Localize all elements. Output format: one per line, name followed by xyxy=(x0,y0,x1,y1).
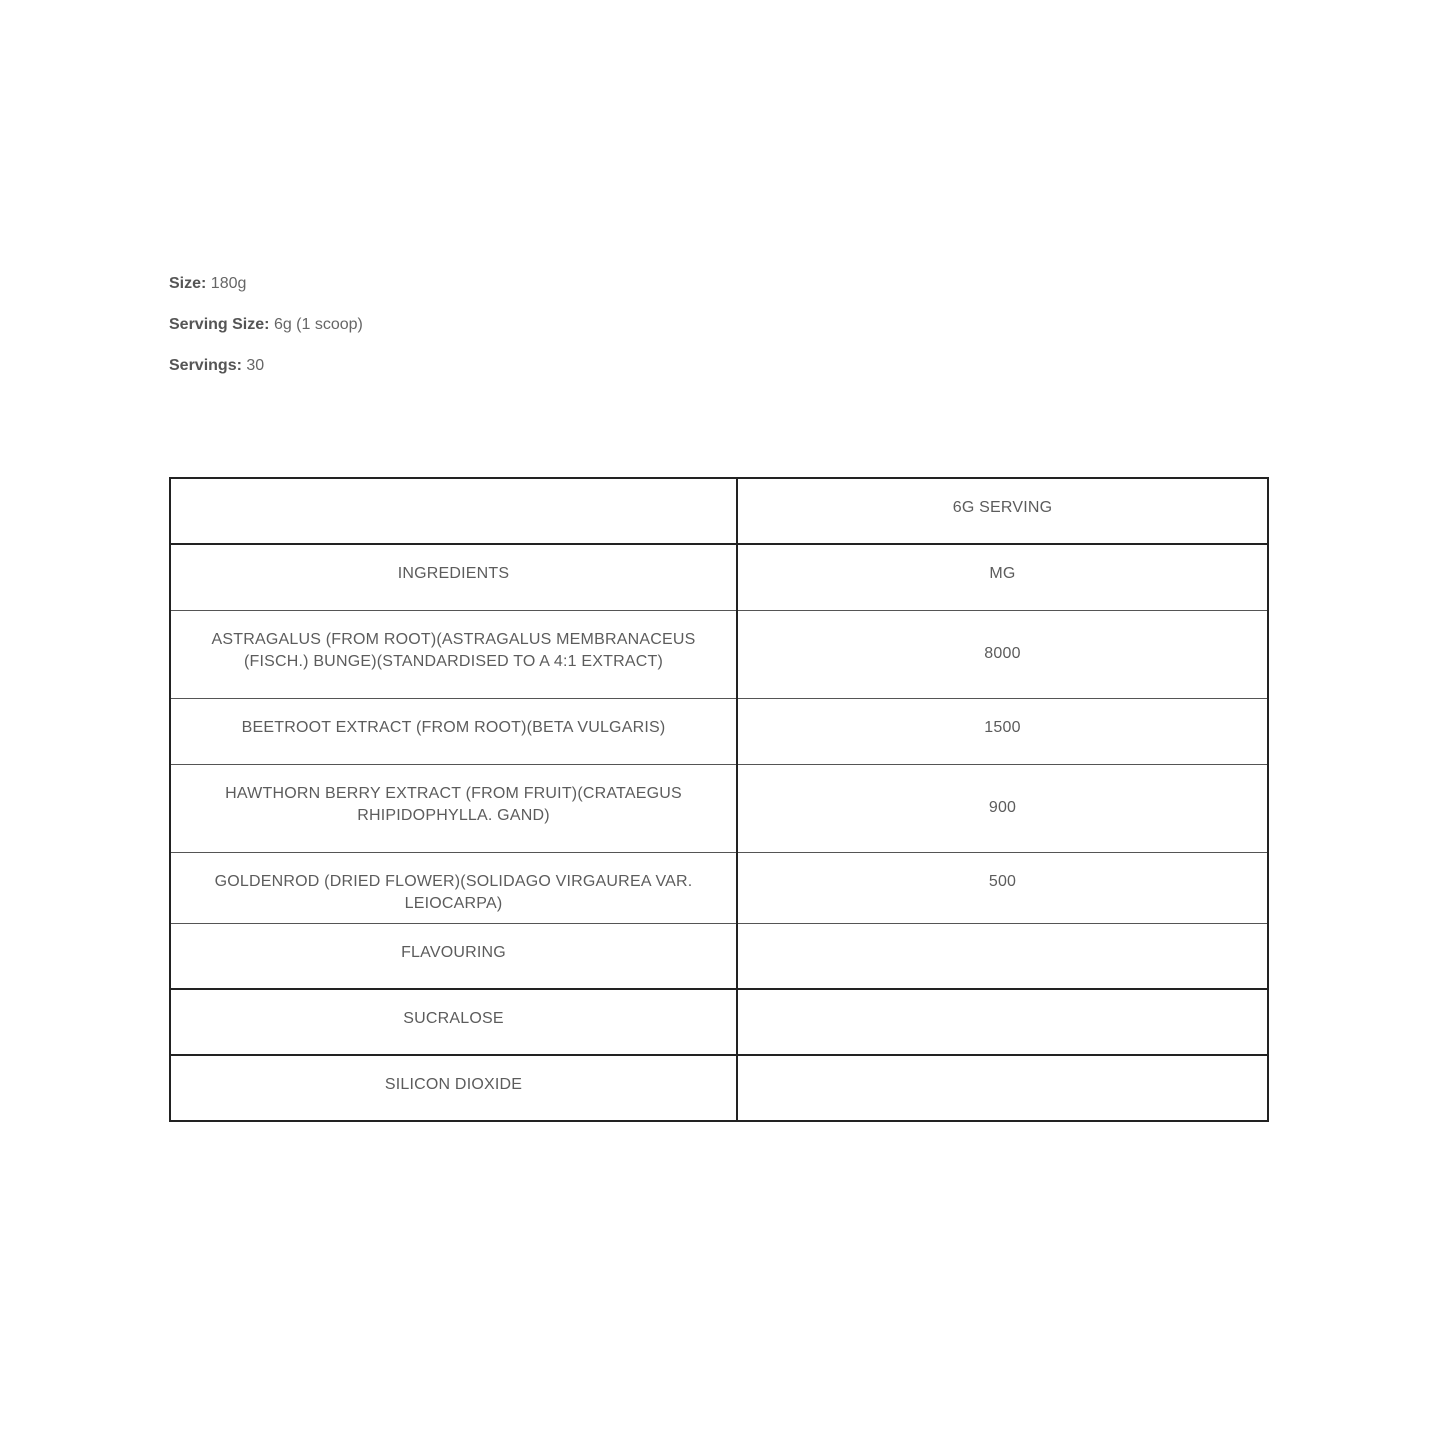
table-row xyxy=(170,989,1268,1055)
serving-size-value: 6g (1 scoop) xyxy=(273,316,363,333)
ingredient-name-cell: ASTRAGALUS (FROM ROOT)(ASTRAGALUS MEMBRANACEUS (FISCH.) BUNGE)(STANDARDISED TO A 4:1 EXTRACT) xyxy=(170,610,737,698)
ingredients-header-cell: INGREDIENTS xyxy=(170,544,737,610)
mg-header-cell: MG xyxy=(737,544,1268,610)
servings-label: Servings: xyxy=(169,357,242,374)
table-row xyxy=(170,852,1268,923)
ingredient-amount-cell: 500 xyxy=(737,852,1268,923)
table-row xyxy=(170,764,1268,852)
ingredient-name-cell: SILICON DIOXIDE xyxy=(170,1055,737,1121)
ingredient-name-cell: BEETROOT EXTRACT (FROM ROOT)(BETA VULGARIS) xyxy=(170,698,737,764)
size-value: 180g xyxy=(210,275,247,292)
table-subheader-row xyxy=(170,544,1268,610)
table-row xyxy=(170,1055,1268,1121)
ingredient-amount-cell: 1500 xyxy=(737,698,1268,764)
ingredient-name-cell: GOLDENROD (DRIED FLOWER)(SOLIDAGO VIRGAUREA VAR. LEIOCARPA) xyxy=(170,852,737,923)
ingredients-table xyxy=(169,477,1269,1122)
table-row xyxy=(170,698,1268,764)
ingredient-amount-cell: 8000 xyxy=(737,610,1268,698)
serving-size-line xyxy=(169,313,363,337)
ingredient-amount-cell xyxy=(737,989,1268,1055)
size-line xyxy=(169,272,363,296)
size-label: Size: xyxy=(169,275,207,292)
header-empty-cell xyxy=(170,478,737,544)
ingredient-amount-cell xyxy=(737,923,1268,989)
ingredient-name-cell: FLAVOURING xyxy=(170,923,737,989)
ingredient-name-cell: HAWTHORN BERRY EXTRACT (FROM FRUIT)(CRATAEGUS RHIPIDOPHYLLA. GAND) xyxy=(170,764,737,852)
serving-header-cell: 6G SERVING xyxy=(737,478,1268,544)
table-row xyxy=(170,923,1268,989)
product-info xyxy=(169,272,363,395)
table-header-row xyxy=(170,478,1268,544)
ingredient-amount-cell xyxy=(737,1055,1268,1121)
serving-size-label: Serving Size: xyxy=(169,316,270,333)
servings-line xyxy=(169,354,363,378)
table-row xyxy=(170,610,1268,698)
ingredient-amount-cell: 900 xyxy=(737,764,1268,852)
ingredient-name-cell: SUCRALOSE xyxy=(170,989,737,1055)
servings-value: 30 xyxy=(246,357,265,374)
